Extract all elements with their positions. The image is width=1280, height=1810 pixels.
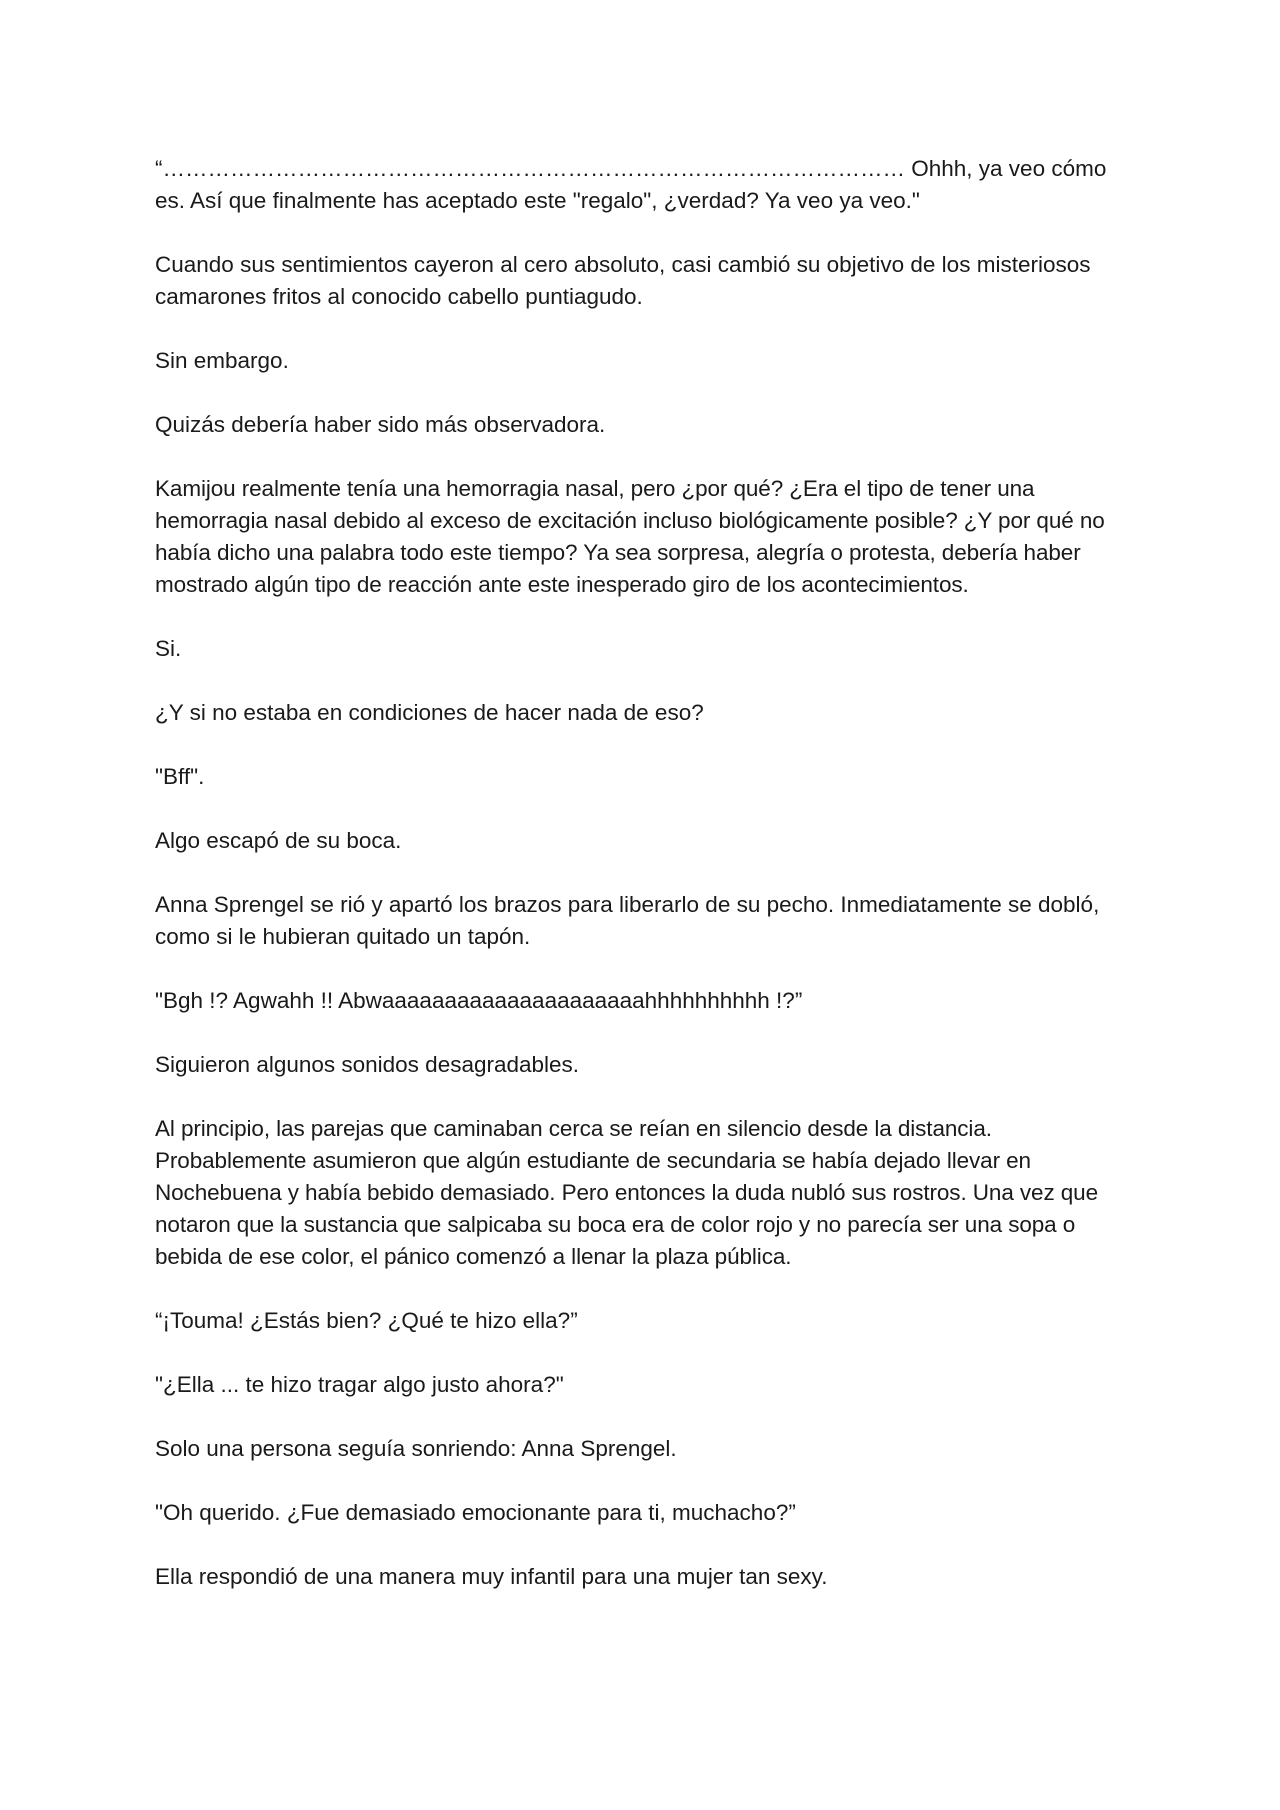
paragraph-10: Anna Sprengel se rió y apartó los brazos para liberarlo de su pecho. Inmediatamente se dobló, como si le hubieran quitado un tapón. xyxy=(155,892,1100,949)
document-body xyxy=(155,153,1115,1593)
paragraph-17: "Oh querido. ¿Fue demasiado emocionante para ti, muchacho?” xyxy=(155,1500,796,1525)
paragraph-2: Cuando sus sentimientos cayeron al cero absoluto, casi cambió su objetivo de los misteriosos camarones fritos al conocido cabello puntiagudo. xyxy=(155,252,1091,309)
paragraph-4: Quizás debería haber sido más observadora. xyxy=(155,412,606,437)
paragraph-6: Si. xyxy=(155,636,182,661)
paragraph-5: Kamijou realmente tenía una hemorragia nasal, pero ¿por qué? ¿Era el tipo de tener una hemorragia nasal debido al exceso de excitación incluso biológicamente posible? ¿Y por qué no había dicho una palabra todo este tiempo? Ya sea sorpresa, alegría o protesta, debería haber mostrado algún tipo de reacción ante este inesperado giro de los acontecimientos. xyxy=(155,476,1105,597)
paragraph-13: Al principio, las parejas que caminaban cerca se reían en silencio desde la distancia. Probablemente asumieron que algún estudiante de secundaria se había dejado llevar en Nochebuena y había bebido demasiado. Pero entonces la duda nubló sus rostros. Una vez que notaron que la sustancia que salpicaba su boca era de color rojo y no parecía ser una sopa o bebida de ese color, el pánico comenzó a llenar la plaza pública. xyxy=(155,1116,1098,1269)
paragraph-1: “……………………………………………………………………………………… Ohhh, ya veo cómo es. Así que finalmente has aceptado este "regalo", ¿verdad? Ya veo ya veo." xyxy=(155,156,1107,213)
paragraph-11: "Bgh !? Agwahh !! Abwaaaaaaaaaaaaaaaaaaaaahhhhhhhhhh !?” xyxy=(155,988,803,1013)
paragraph-8: "Bff". xyxy=(155,764,205,789)
paragraph-16: Solo una persona seguía sonriendo: Anna Sprengel. xyxy=(155,1436,677,1461)
paragraph-18: Ella respondió de una manera muy infantil para una mujer tan sexy. xyxy=(155,1564,828,1589)
paragraph-15: "¿Ella ... te hizo tragar algo justo ahora?" xyxy=(155,1372,564,1397)
paragraph-9: Algo escapó de su boca. xyxy=(155,828,402,853)
paragraph-12: Siguieron algunos sonidos desagradables. xyxy=(155,1052,580,1077)
paragraph-14: “¡Touma! ¿Estás bien? ¿Qué te hizo ella?” xyxy=(155,1308,578,1333)
paragraph-7: ¿Y si no estaba en condiciones de hacer nada de eso? xyxy=(155,700,704,725)
paragraph-3: Sin embargo. xyxy=(155,348,289,373)
